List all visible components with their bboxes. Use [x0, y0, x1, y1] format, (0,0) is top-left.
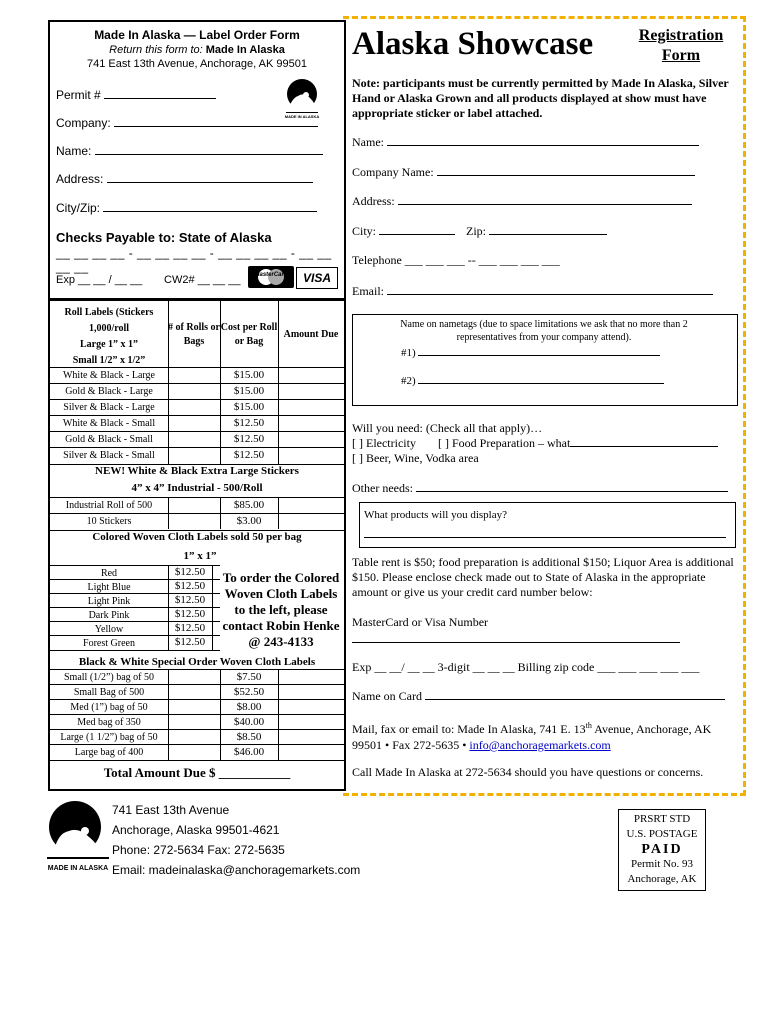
return-to-name: Made In Alaska: [205, 44, 285, 56]
mail-text-a: Mail, fax or email to: Made In Alaska, 741 E. 13: [352, 722, 586, 736]
row-item: Yellow: [94, 624, 124, 635]
row-item: Industrial Roll of 500: [65, 500, 153, 511]
col-divider: [212, 565, 213, 651]
reg-email-label: Email:: [352, 284, 384, 298]
row-price: $12.50: [174, 622, 206, 634]
card-number-blank[interactable]: [352, 630, 680, 643]
table-row: [50, 399, 344, 416]
row-item: Light Blue: [87, 582, 131, 593]
row-price: $12.50: [233, 433, 265, 445]
rent-info: Table rent is $50; food preparation is additional $150; Liquor Area is additional $150. Please enclose check made out to State of Alaska in the appropriate amount or give us your credit card number below:: [352, 555, 734, 599]
row-item: Forest Green: [83, 638, 135, 649]
row-price: $52.50: [233, 686, 265, 698]
form-label-2: Form: [661, 47, 701, 64]
logo-text: MADE IN ALASKA: [284, 114, 320, 119]
reg-zip-field[interactable]: [466, 224, 607, 239]
table-row: [50, 565, 220, 580]
order-note-line: Woven Cloth Labels: [224, 586, 338, 601]
row-price: $85.00: [233, 499, 265, 511]
nametag-box: [352, 314, 738, 406]
address-label: Address:: [56, 172, 104, 186]
visa-icon: VISA: [296, 267, 338, 289]
row-item: Gold & Black - Small: [65, 434, 153, 445]
row-item: Med bag of 350: [77, 717, 141, 728]
reg-city-blank[interactable]: [379, 224, 455, 235]
mail-sup: th: [585, 721, 592, 730]
cw2-field[interactable]: CW2# __ __ __: [164, 274, 241, 286]
reg-name-label: Name:: [352, 135, 384, 149]
col-divider: [220, 669, 221, 760]
reg-name-blank[interactable]: [387, 135, 699, 146]
table-row: [50, 383, 344, 400]
return-to-line: [50, 44, 344, 56]
name-on-card-label: Name on Card: [352, 689, 422, 703]
row-price: $15.00: [233, 385, 265, 397]
rep-1-field[interactable]: [401, 345, 660, 359]
row-item: Large bag of 400: [74, 747, 144, 758]
cityzip-label: City/Zip:: [56, 201, 101, 215]
footer-addr-2: Anchorage, Alaska 99501-4621: [112, 823, 280, 837]
footer-email: Email: madeinalaska@anchoragemarkets.com: [112, 863, 361, 877]
row-price: $46.00: [233, 746, 265, 758]
label-order-form: [48, 20, 346, 300]
name-on-card-blank[interactable]: [425, 689, 725, 700]
row-item: 10 Stickers: [86, 516, 132, 527]
footer-logo: [45, 797, 111, 875]
table-row: [50, 593, 220, 608]
nametag-note: Name on nametags (due to space limitations we ask that no more than 2 representatives from your company attend).: [400, 319, 688, 343]
postage-paid: PAID: [641, 842, 683, 857]
email-link[interactable]: info@anchoragemarkets.com: [469, 738, 611, 752]
card-number-blanks[interactable]: __ __ __ __ - __ __ __ __ - __ __ __ __ - __ __ __ __: [56, 246, 332, 274]
permit-label: Permit #: [56, 88, 101, 102]
row-item: White & Black - Large: [62, 370, 155, 381]
table-row: [50, 513, 344, 531]
row-price: $12.50: [174, 608, 206, 620]
return-prefix: Return this form to:: [109, 44, 206, 56]
col-divider: [278, 497, 279, 529]
name-on-card-field[interactable]: [352, 689, 725, 704]
woven-heading-2: 1” x 1”: [183, 550, 217, 562]
row-item: Red: [100, 568, 118, 579]
row-item: Large (1 1/2”) bag of 50: [60, 732, 158, 743]
row-price: $12.50: [174, 594, 206, 606]
postage-line: Anchorage, AK: [627, 873, 697, 885]
postage-line: U.S. POSTAGE: [626, 828, 698, 840]
row-item: Small (1/2”) bag of 50: [64, 672, 154, 683]
other-needs-blank[interactable]: [416, 481, 728, 492]
row-price: $40.00: [233, 716, 265, 728]
postage-indicia: [618, 809, 706, 891]
checks-payable: Checks Payable to: State of Alaska: [56, 230, 272, 245]
col-divider: [168, 669, 169, 760]
food-prep-blank[interactable]: [570, 436, 718, 447]
table-row: [50, 497, 344, 514]
order-form-title: Made In Alaska — Label Order Form: [94, 28, 300, 42]
row-item: Silver & Black - Small: [63, 450, 155, 461]
reg-company-label: Company Name:: [352, 165, 434, 179]
name-field[interactable]: [56, 144, 323, 158]
xl-heading-2: 4” x 4” Industrial - 500/Roll: [131, 482, 263, 494]
row-item: White & Black - Small: [62, 418, 156, 429]
opt-beer-wine[interactable]: [ ] Beer, Wine, Vodka area: [352, 451, 479, 465]
return-address: 741 East 13th Avenue, Anchorage, AK 99501: [87, 58, 307, 70]
permit-field[interactable]: [56, 88, 216, 102]
mail-text-b: Avenue, Anchorage, AK 99501 • Fax 272-5635 •: [352, 722, 712, 752]
qty-header: # of Rolls or Bags: [168, 322, 220, 347]
rep-2-blank[interactable]: [418, 373, 664, 384]
cityzip-field[interactable]: [56, 201, 317, 215]
reg-city-field[interactable]: [352, 224, 455, 239]
postage-line: Permit No. 93: [630, 858, 694, 870]
name-blank[interactable]: [95, 144, 323, 155]
opt-electricity[interactable]: [ ] Electricity: [352, 436, 416, 450]
amount-header: Amount Due: [283, 329, 339, 340]
row-item: Silver & Black - Large: [63, 402, 155, 413]
bear-logo-icon: [45, 797, 111, 867]
table-row: [50, 447, 344, 465]
rep-2-field[interactable]: [401, 373, 664, 387]
col-divider: [168, 565, 169, 651]
name-label: Name:: [56, 144, 92, 158]
card-number-label: MasterCard or Visa Number: [352, 615, 489, 629]
cityzip-blank[interactable]: [103, 201, 317, 212]
order-note-line: To order the Colored: [222, 570, 340, 585]
table-row: [50, 714, 344, 730]
reg-address-field[interactable]: [352, 194, 692, 209]
footer-address: [112, 800, 360, 880]
table-row: [50, 684, 344, 700]
mastercard-text: MasterCard: [254, 272, 288, 278]
registration-form: [343, 16, 746, 796]
table-row: [50, 729, 344, 745]
opt-food-prep[interactable]: [438, 436, 718, 451]
made-in-alaska-logo: [282, 74, 322, 122]
row-item: Gold & Black - Large: [65, 386, 153, 397]
showcase-title: Alaska Showcase: [352, 26, 594, 62]
reg-address-label: Address:: [352, 194, 395, 208]
xl-heading-1: NEW! White & Black Extra Large Stickers: [95, 465, 299, 477]
footer-phone: Phone: 272-5634 Fax: 272-5635: [112, 843, 285, 857]
rep-1-label: #1): [401, 347, 416, 359]
row-price: $12.50: [174, 566, 206, 578]
table-row: [50, 669, 344, 685]
reg-city-label: City:: [352, 224, 377, 238]
row-price: $12.50: [174, 580, 206, 592]
roll-labels-header: [50, 305, 168, 369]
roll-header-2: Large 1” x 1”: [79, 339, 139, 350]
products-blank[interactable]: [364, 525, 726, 538]
woven-heading-1: Colored Woven Cloth Labels sold 50 per bag: [92, 531, 302, 543]
table-row: [50, 607, 220, 622]
order-note-line: contact Robin Henke: [222, 618, 340, 633]
row-price: $12.50: [233, 417, 265, 429]
reg-zip-label: Zip:: [466, 224, 486, 238]
table-row: [50, 621, 220, 636]
table-row: [50, 579, 220, 594]
mail-instructions: [352, 718, 738, 753]
company-blank[interactable]: [114, 116, 318, 127]
products-question: What products will you display?: [364, 509, 507, 521]
call-note: Call Made In Alaska at 272-5634 should you have questions or concerns.: [352, 765, 704, 779]
row-price: $3.00: [236, 515, 262, 527]
table-row: [50, 699, 344, 715]
reg-company-field[interactable]: [352, 165, 695, 180]
exp-field[interactable]: Exp __ __ / __ __: [56, 274, 143, 286]
order-note-line: to the left, please: [234, 602, 328, 617]
rep-2-label: #2): [401, 375, 416, 387]
reg-address-blank[interactable]: [398, 194, 692, 205]
cost-header: Cost per Roll or Bag: [220, 322, 278, 347]
row-item: Dark Pink: [88, 610, 130, 621]
reg-email-field[interactable]: [352, 284, 713, 299]
row-price: $12.50: [174, 636, 206, 648]
form-label-1: Registration: [638, 27, 724, 44]
exp-cvv-zip-line[interactable]: Exp __ __/ __ __ 3-digit __ __ __ Billing zip code ___ ___ ___ ___ ___: [352, 660, 700, 674]
will-need-label: Will you need: (Check all that apply)…: [352, 421, 543, 435]
rep-1-blank[interactable]: [418, 345, 660, 356]
permit-blank[interactable]: [104, 88, 216, 99]
table-row: [50, 367, 344, 384]
special-heading: Black & White Special Order Woven Cloth Labels: [78, 656, 316, 668]
row-price: $8.50: [236, 731, 262, 743]
table-row: [50, 635, 220, 651]
table-row: [50, 415, 344, 432]
price-table: [48, 299, 346, 791]
table-row: [50, 431, 344, 448]
company-field[interactable]: [56, 116, 318, 130]
products-box: [359, 502, 736, 548]
order-note-line: @ 243-4133: [248, 634, 314, 649]
row-price: $12.50: [233, 449, 265, 461]
participant-note: Note: participants must be currently permitted by Made In Alaska, Silver Hand or Alaska Grown and all products displayed at show must have appropriate sticker or label attached.: [352, 76, 729, 120]
woven-order-note: [216, 570, 346, 650]
col-divider: [168, 497, 169, 529]
company-label: Company:: [56, 116, 111, 130]
opt-food-label: [ ] Food Preparation – what: [438, 436, 571, 450]
reg-email-blank[interactable]: [387, 284, 713, 295]
mastercard-icon: [248, 266, 294, 288]
row-price: $8.00: [236, 701, 262, 713]
reg-telephone-field[interactable]: Telephone ___ ___ ___ -- ___ ___ ___ ___: [352, 253, 560, 267]
woven-rows: [50, 565, 220, 653]
table-row: [50, 744, 344, 761]
row-item: Med (1”) bag of 50: [70, 702, 148, 713]
other-needs-field[interactable]: [352, 481, 728, 496]
reg-zip-blank[interactable]: [489, 224, 607, 235]
special-rows: [50, 669, 344, 763]
col-divider: [278, 669, 279, 760]
footer-logo-text: MADE IN ALASKA: [47, 865, 109, 872]
registration-form-label: [626, 26, 736, 66]
reg-company-blank[interactable]: [437, 165, 695, 176]
row-price: $7.50: [236, 671, 262, 683]
address-field[interactable]: [56, 172, 313, 186]
row-item: Small Bag of 500: [73, 687, 145, 698]
reg-name-field[interactable]: [352, 135, 699, 150]
row-item: Light Pink: [87, 596, 131, 607]
row-price: $15.00: [233, 369, 265, 381]
postage-line: PRSRT STD: [633, 813, 691, 825]
roll-header-1: Roll Labels (Stickers 1,000/roll: [64, 307, 154, 334]
col-divider: [220, 497, 221, 529]
other-needs-label: Other needs:: [352, 481, 413, 495]
footer-addr-1: 741 East 13th Avenue: [112, 803, 230, 817]
row-price: $15.00: [233, 401, 265, 413]
roll-header-3: Small 1/2” x 1/2”: [72, 355, 146, 366]
address-blank[interactable]: [107, 172, 313, 183]
total-amount-due[interactable]: Total Amount Due $ ___________: [103, 765, 291, 780]
